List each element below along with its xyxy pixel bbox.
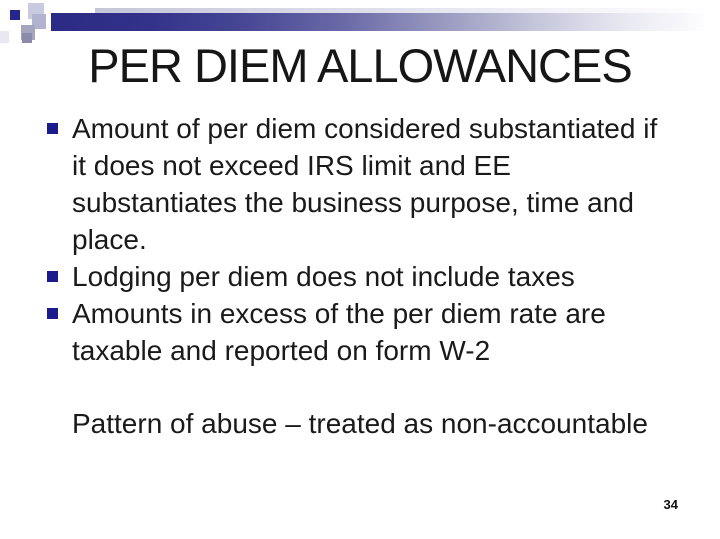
slide-title: PER DIEM ALLOWANCES <box>88 39 632 92</box>
slide-body <box>47 110 687 442</box>
bullet-item <box>47 258 687 295</box>
bullet-line: it does not exceed IRS limit and EE <box>72 150 511 181</box>
bullet-line: place. <box>72 224 147 255</box>
bullet-item <box>47 110 687 258</box>
note-line: Pattern of abuse – treated as non-accountable <box>72 408 648 439</box>
deco-square-light-icon <box>28 3 44 19</box>
deco-square-lavender-icon <box>32 14 46 29</box>
header-bar-light <box>95 8 710 15</box>
bullet-square-icon <box>47 271 58 282</box>
bullet-square-icon <box>47 308 58 319</box>
bullet-line: substantiates the business purpose, time and <box>72 187 634 218</box>
bullet-line: taxable and reported on form W-2 <box>72 335 491 366</box>
header-gradient-bar <box>51 13 705 31</box>
bullet-text <box>72 110 657 258</box>
deco-square-navy-icon <box>10 10 20 20</box>
bullet-item <box>47 295 687 369</box>
bullet-square-icon <box>47 123 58 134</box>
bullet-line: Amounts in excess of the per diem rate are <box>72 298 606 329</box>
bullet-line: Amount of per diem considered substantiated if <box>72 113 658 144</box>
bullet-line: Lodging per diem does not include taxes <box>72 261 575 292</box>
bullet-text <box>72 258 575 295</box>
page-number: 34 <box>663 497 678 512</box>
bullet-text <box>72 295 606 369</box>
